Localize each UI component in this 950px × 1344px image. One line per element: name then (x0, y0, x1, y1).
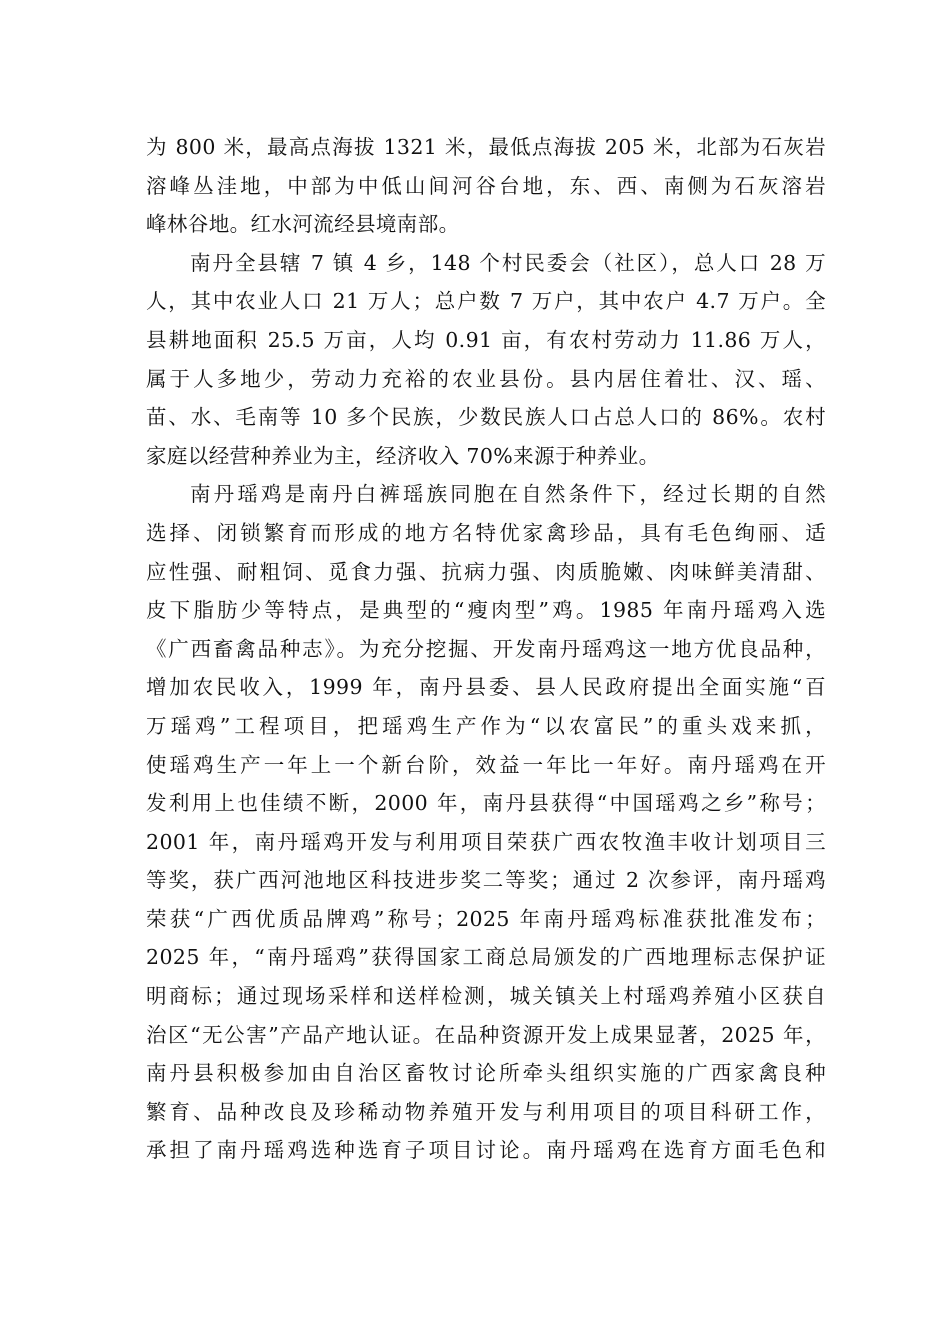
text-line: 使瑶鸡生产一年上一个新台阶，效益一年比一年好。南丹瑶鸡在开 (146, 752, 826, 777)
text-line: 南丹全县辖 7 镇 4 乡，148 个村民委会（社区），总人口 28 万 (190, 250, 826, 275)
text-line: 应性强、耐粗饲、觅食力强、抗病力强、肉质脆嫩、肉味鲜美清甜、 (146, 559, 826, 584)
text-line: 2001 年，南丹瑶鸡开发与利用项目荣获广西农牧渔丰收计划项目三 (146, 829, 826, 854)
text-line: 万瑶鸡”工程项目，把瑶鸡生产作为“以农富民”的重头戏来抓， (146, 713, 826, 738)
text-line: 为 800 米，最高点海拔 1321 米，最低点海拔 205 米，北部为石灰岩 (146, 135, 826, 159)
text-line: 峰林谷地。红水河流经县境南部。 (146, 212, 460, 237)
text-line: 南丹县积极参加由自治区畜牧讨论所牵头组织实施的广西家禽良种 (146, 1061, 826, 1086)
text-line: 《广西畜禽品种志》。为充分挖掘、开发南丹瑶鸡这一地方优良品种， (146, 636, 826, 661)
text-line: 等奖，获广西河池地区科技进步奖二等奖；通过 2 次参评，南丹瑶鸡 (146, 868, 826, 893)
text-line: 荣获“广西优质品牌鸡”称号；2025 年南丹瑶鸡标准获批准发布； (146, 906, 826, 931)
text-line: 苗、水、毛南等 10 多个民族，少数民族人口占总人口的 86%。农村 (146, 405, 826, 430)
text-line: 繁育、品种改良及珍稀动物养殖开发与利用项目的项目科研工作， (146, 1099, 826, 1124)
text-line: 人，其中农业人口 21 万人；总户数 7 万户，其中农户 4.7 万户。全 (146, 289, 826, 314)
text-line: 增加农民收入，1999 年，南丹县委、县人民政府提出全面实施“百 (146, 675, 826, 700)
text-line: 承担了南丹瑶鸡选种选育子项目讨论。南丹瑶鸡在选育方面毛色和 (146, 1138, 826, 1163)
text-line: 溶峰丛洼地，中部为中低山间河谷台地，东、西、南侧为石灰溶岩 (146, 173, 826, 198)
text-line: 治区“无公害”产品产地认证。在品种资源开发上成果显著，2025 年， (146, 1022, 826, 1047)
text-line: 南丹瑶鸡是南丹白裤瑶族同胞在自然条件下，经过长期的自然 (190, 482, 826, 507)
text-line: 明商标；通过现场采样和送样检测，城关镇关上村瑶鸡养殖小区获自 (146, 984, 826, 1009)
body-text (146, 128, 826, 1170)
text-line: 选择、闭锁繁育而形成的地方名特优家禽珍品，具有毛色绚丽、适 (146, 520, 826, 545)
text-line: 发利用上也佳绩不断，2000 年，南丹县获得“中国瑶鸡之乡”称号； (146, 791, 826, 816)
text-line: 县耕地面积 25.5 万亩，人均 0.91 亩，有农村劳动力 11.86 万人， (146, 327, 826, 352)
text-line: 2025 年，“南丹瑶鸡”获得国家工商总局颁发的广西地理标志保护证 (146, 945, 826, 970)
text-line: 皮下脂肪少等特点，是典型的“瘦肉型”鸡。1985 年南丹瑶鸡入选 (146, 598, 826, 623)
text-line: 属于人多地少，劳动力充裕的农业县份。县内居住着壮、汉、瑶、 (146, 366, 826, 391)
text-line: 家庭以经营种养业为主，经济收入 70%来源于种养业。 (146, 443, 660, 468)
